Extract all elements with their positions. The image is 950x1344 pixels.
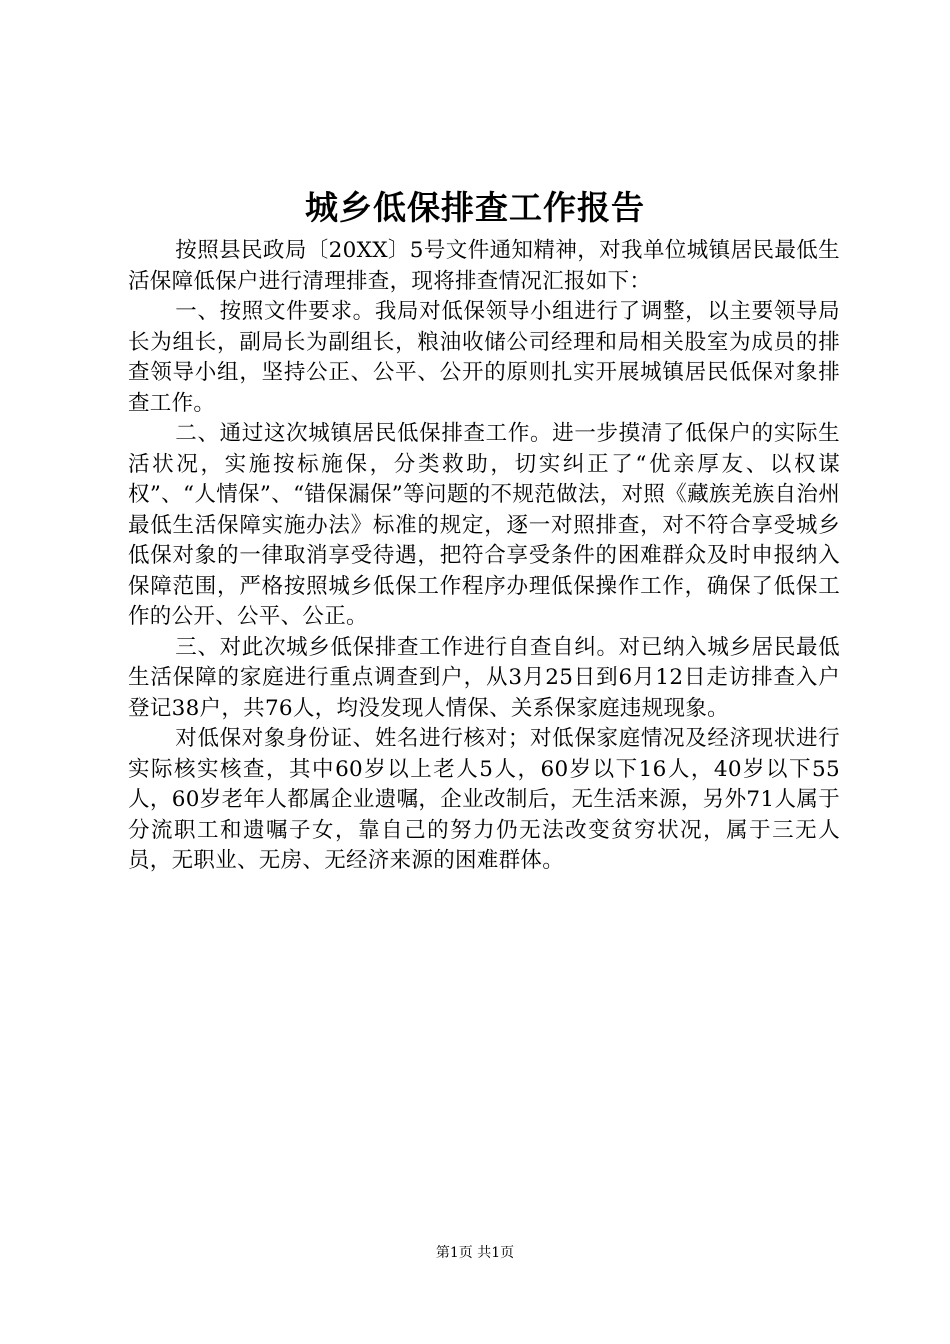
document-body <box>128 236 840 877</box>
page-footer: 第1页 共1页 <box>435 1245 515 1261</box>
paragraph-section-3: 三、对此次城乡低保排查工作进行自查自纠。对已纳入城乡居民最低生活保障的家庭进行重点调查到户，从3月25日到6月12日走访排查入户登记38户，共76人，均没发现人情保、关系保家庭违规现象。 <box>128 634 840 721</box>
paragraph-verification: 对低保对象身份证、姓名进行核对；对低保家庭情况及经济现状进行实际核实核查，其中60岁以上老人5人，60岁以下16人，40岁以下55人，60岁老年人都属企业遗嘱，企业改制后，无生活来源，另外71人属于分流职工和遗嘱子女，靠自己的努力仍无法改变贫穷状况，属于三无人员，无职业、无房、无经济来源的困难群体。 <box>128 726 840 873</box>
paragraph-section-1: 一、按照文件要求。我局对低保领导小组进行了调整，以主要领导局长为组长，副局长为副组长，粮油收储公司经理和局相关股室为成员的排查领导小组，坚持公正、公平、公开的原则扎实开展城镇居民低保对象排查工作。 <box>128 299 840 416</box>
document-title: 城乡低保排查工作报告 <box>305 188 645 227</box>
paragraph-intro: 按照县民政局〔20XX〕5号文件通知精神，对我单位城镇居民最低生活保障低保户进行清理排查，现将排查情况汇报如下： <box>128 238 840 294</box>
paragraph-section-2: 二、通过这次城镇居民低保排查工作。进一步摸清了低保户的实际生活状况，实施按标施保，分类救助，切实纠正了“优亲厚友、以权谋权”、“人情保”、“错保漏保”等问题的不规范做法，对照《藏族羌族自治州最低生活保障实施办法》标准的规定，逐一对照排查，对不符合享受城乡低保对象的一律取消享受待遇，把符合享受条件的困难群众及时申报纳入保障范围，严格按照城乡低保工作程序办理低保操作工作，确保了低保工作的公开、公平、公正。 <box>128 421 840 629</box>
